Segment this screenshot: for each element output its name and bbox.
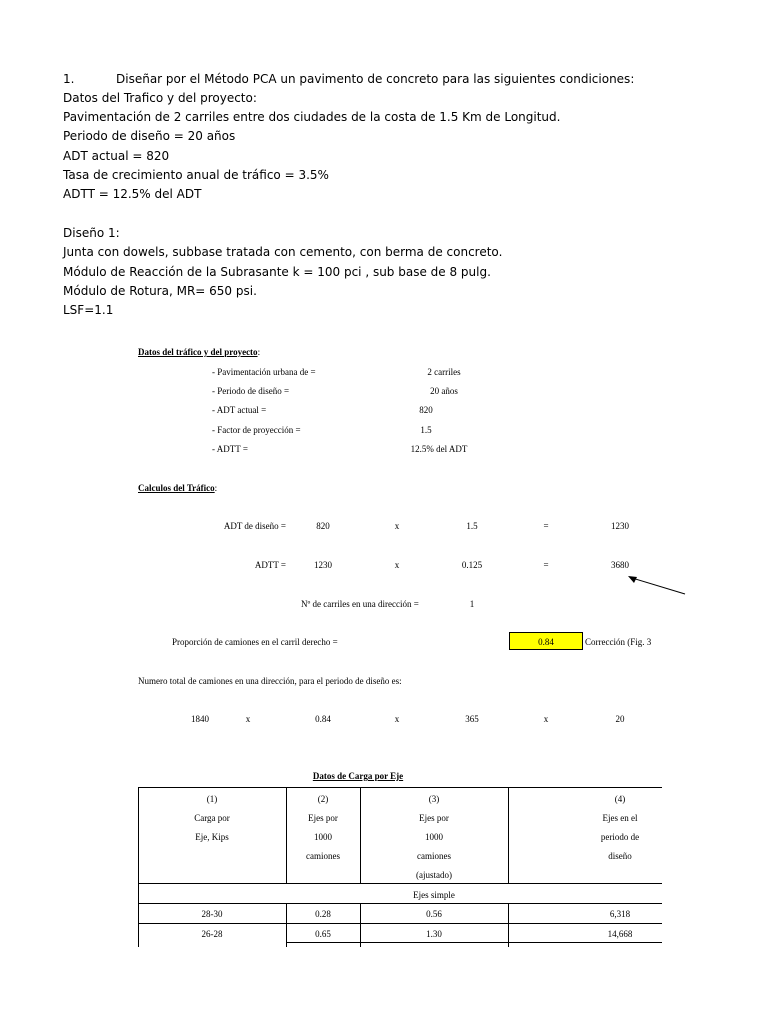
multiply-sign: x xyxy=(394,521,400,531)
traffic-row-label: - Periodo de diseño = xyxy=(212,386,290,396)
total-term: 0.84 xyxy=(315,714,331,724)
joint-description: Junta con dowels, subbase tratada con cemento, con berma de concreto. xyxy=(63,245,503,259)
traffic-row-value: 20 años xyxy=(430,386,458,396)
table-cell: 0.56 xyxy=(426,909,442,919)
section-label: Ejes simple xyxy=(413,890,455,900)
traffic-row-label: - ADT actual = xyxy=(212,405,267,415)
total-term: 20 xyxy=(615,714,625,724)
proportion-value: 0.84 xyxy=(538,637,554,647)
column-header-line: camiones xyxy=(306,851,340,861)
column-number: (2) xyxy=(317,794,329,804)
rupture-modulus-line: Módulo de Rotura, MR= 650 psi. xyxy=(63,284,257,298)
lanes-label: Nº de carriles en una dirección = xyxy=(301,599,419,609)
growth-rate-line: Tasa de crecimiento anual de tráfico = 3.5% xyxy=(63,168,329,182)
adt-value: 820 xyxy=(316,521,330,531)
calculations-heading: Calculos del Tráfico: xyxy=(138,483,218,493)
problem-number: 1. xyxy=(63,72,75,86)
adt-design-label: ADT de diseño = xyxy=(223,521,286,531)
multiply-sign: x xyxy=(394,714,400,724)
equals-sign: = xyxy=(543,560,549,570)
adt-line: ADT actual = 820 xyxy=(63,149,170,163)
design-period-line: Periodo de diseño = 20 años xyxy=(63,129,236,143)
column-header-line: 1000 xyxy=(425,832,443,842)
column-header-line: Ejes por xyxy=(419,813,449,823)
equals-sign: = xyxy=(543,521,549,531)
proportion-label: Proporción de camiones en el carril derecho = xyxy=(172,637,338,647)
projection-factor: 1.5 xyxy=(466,521,478,531)
total-term: 365 xyxy=(465,714,479,724)
traffic-row-label: - ADTT = xyxy=(212,444,248,454)
arrow-icon xyxy=(626,574,688,596)
multiply-sign: x xyxy=(245,714,251,724)
table-cell: 1.30 xyxy=(426,929,442,939)
adtt-label: ADTT = xyxy=(254,560,286,570)
column-number: (1) xyxy=(206,794,218,804)
total-term: 1840 xyxy=(191,714,209,724)
subgrade-modulus-line: Módulo de Reacción de la Subrasante k = 100 pci , sub base de 8 pulg. xyxy=(63,265,491,279)
adt-design-result: 1230 xyxy=(611,521,629,531)
traffic-data-heading: Datos del tráfico y del proyecto: xyxy=(138,347,261,357)
column-header-line: periodo de xyxy=(600,832,640,842)
table-cell: 28-30 xyxy=(201,909,223,919)
multiply-sign: x xyxy=(543,714,549,724)
total-trucks-label: Numero total de camiones en una dirección, para el periodo de diseño es: xyxy=(138,676,402,686)
column-header-line: Eje, Kips xyxy=(195,832,229,842)
table-cell: 0.65 xyxy=(315,929,331,939)
adtt-base-value: 1230 xyxy=(314,560,332,570)
traffic-row-value: 1.5 xyxy=(420,425,432,435)
column-header-line: Ejes por xyxy=(308,813,338,823)
problem-statement: Diseñar por el Método PCA un pavimento de concreto para las siguientes condiciones: xyxy=(116,72,635,86)
traffic-row-value: 12.5% del ADT xyxy=(410,444,468,454)
adtt-line: ADTT = 12.5% del ADT xyxy=(63,187,202,201)
correction-note: Corrección (Fig. 3 xyxy=(585,637,652,647)
axle-table-title: Datos de Carga por Eje xyxy=(312,771,404,781)
column-header-line: Ejes en el xyxy=(602,813,638,823)
lanes-value: 1 xyxy=(469,599,475,609)
traffic-row-label: - Pavimentación urbana de = xyxy=(212,367,316,377)
traffic-row-value: 2 carriles xyxy=(427,367,461,377)
adtt-factor: 0.125 xyxy=(461,560,483,570)
column-number: (3) xyxy=(428,794,440,804)
column-number: (4) xyxy=(614,794,626,804)
multiply-sign: x xyxy=(394,560,400,570)
table-cell: 14,668 xyxy=(607,929,633,939)
design-1-heading: Diseño 1: xyxy=(63,226,120,240)
axle-load-table xyxy=(138,787,662,947)
adtt-result: 3680 xyxy=(611,560,629,570)
traffic-row-label: - Factor de proyección = xyxy=(212,425,301,435)
table-cell: 0.28 xyxy=(315,909,331,919)
column-header-line: 1000 xyxy=(314,832,332,842)
column-header-line: camiones xyxy=(417,851,451,861)
lsf-line: LSF=1.1 xyxy=(63,303,114,317)
table-cell: 26-28 xyxy=(201,929,223,939)
table-cell: 6,318 xyxy=(609,909,631,919)
column-header-line: Carga por xyxy=(194,813,230,823)
paving-description: Pavimentación de 2 carriles entre dos ciudades de la costa de 1.5 Km de Longitud. xyxy=(63,110,561,124)
column-header-line: diseño xyxy=(608,851,632,861)
traffic-row-value: 820 xyxy=(419,405,433,415)
column-header-line: (ajustado) xyxy=(416,870,452,880)
traffic-project-heading: Datos del Trafico y del proyecto: xyxy=(63,91,257,105)
